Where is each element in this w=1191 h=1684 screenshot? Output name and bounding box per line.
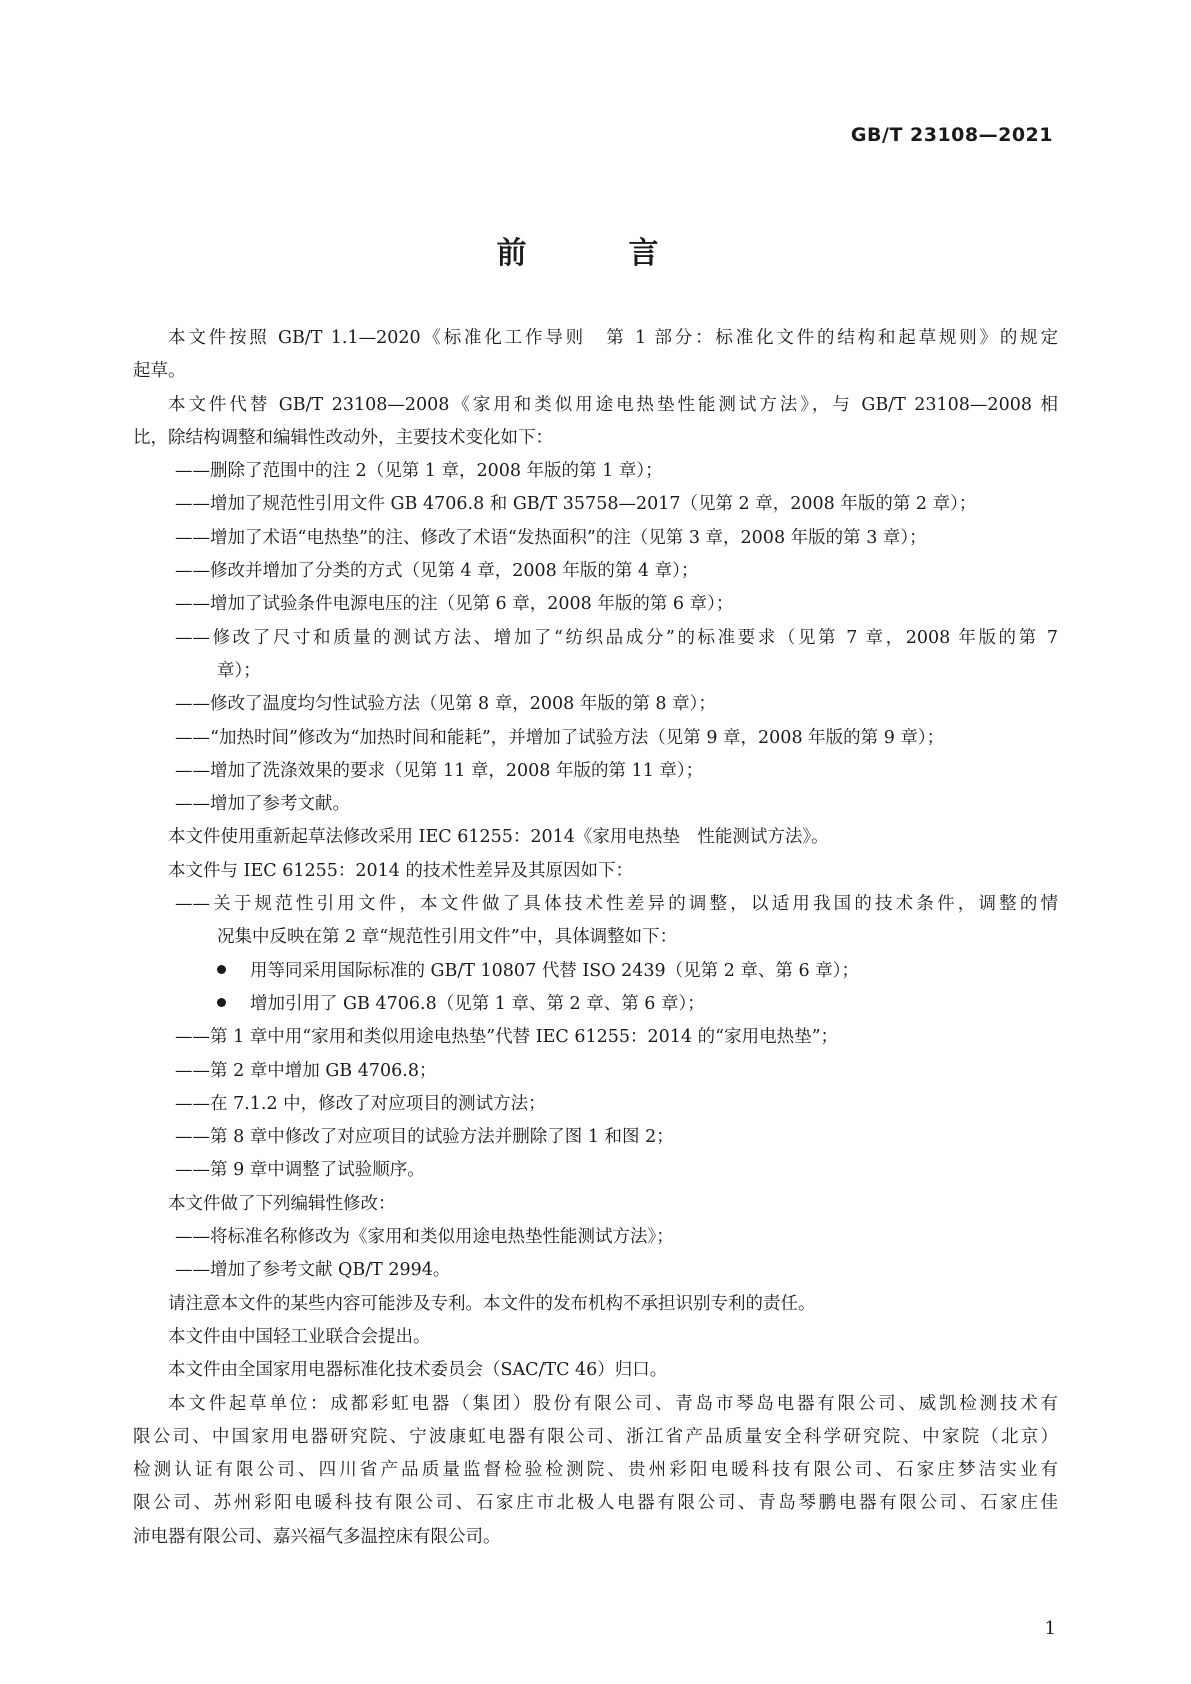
paragraph-line: 本文件做了下列编辑性修改：	[168, 1193, 396, 1214]
paragraph-line: 沛电器有限公司、嘉兴福气多温控床有限公司。	[133, 1526, 501, 1547]
list-item-line: 章）；	[217, 660, 261, 681]
paragraph-line: 比，除结构调整和编辑性改动外，主要技术变化如下：	[133, 427, 553, 448]
paragraph-line: 本文件由全国家用电器标准化技术委员会（SAC/TC 46）归口。	[168, 1360, 668, 1381]
list-item-line: ——第 2 章中增加 GB 4706.8；	[175, 1060, 437, 1081]
list-item-line: ——增加了术语“电热垫”的注、修改了术语“发热面积”的注（见第 3 章，2008 年版的第 3 章）；	[175, 527, 927, 548]
page-title: 前 言	[496, 236, 695, 271]
bullet-item	[133, 955, 1058, 988]
list-item-line: ——增加了规范性引用文件 GB 4706.8 和 GB/T 35758—2017（见第 2 章，2008 年版的第 2 章）；	[175, 494, 977, 515]
list-item-line: ——增加了参考文献 QB/T 2994。	[175, 1260, 451, 1281]
list-item-line: ——关于规范性引用文件，本文件做了具体技术性差异的调整，以适用我国的技术条件，调整的情	[175, 894, 1058, 915]
paragraph-line: 本文件与 IEC 61255：2014 的技术性差异及其原因如下：	[168, 860, 633, 881]
list-item-line: ——第 8 章中修改了对应项目的试验方法并删除了图 1 和图 2；	[175, 1127, 674, 1148]
list-item-line: ——第 1 章中用“家用和类似用途电热垫”代替 IEC 61255：2014 的“家用电热垫”；	[175, 1027, 839, 1048]
paragraph-line: 本文件由中国轻工业联合会提出。	[168, 1326, 431, 1347]
bullet-text: 用等同采用国际标准的 GB/T 10807 代替 ISO 2439（见第 2 章、第 6 章）；	[250, 960, 859, 981]
list-item-line: ——第 9 章中调整了试验顺序。	[175, 1160, 425, 1181]
list-item-line: ——修改并增加了分类的方式（见第 4 章，2008 年版的第 4 章）；	[175, 561, 699, 582]
list-item-line: ——修改了尺寸和质量的测试方法、增加了“纺织品成分”的标准要求（见第 7 章，2008 年版的第 7	[175, 627, 1058, 648]
foreword-body	[133, 322, 1058, 1554]
list-item-line: 况集中反映在第 2 章“规范性引用文件”中，具体调整如下：	[217, 927, 678, 948]
paragraph-line: 限公司、中国家用电器研究院、宁波康虹电器有限公司、浙江省产品质量安全科学研究院、中家院（北京）	[133, 1426, 1058, 1447]
list-item-line: ——在 7.1.2 中，修改了对应项目的测试方法；	[175, 1093, 546, 1114]
page-number: 1	[1044, 1618, 1056, 1639]
paragraph-line: 请注意本文件的某些内容可能涉及专利。本文件的发布机构不承担识别专利的责任。	[168, 1293, 816, 1314]
paragraph-line: 检测认证有限公司、四川省产品质量监督检验检测院、贵州彩阳电暖科技有限公司、石家庄梦洁实业有	[133, 1460, 1058, 1481]
standard-code: GB/T 23108—2021	[850, 124, 1053, 146]
paragraph-line: 起草。	[133, 361, 186, 382]
bullet-item	[133, 988, 1058, 1021]
list-item-line: ——将标准名称修改为《家用和类似用途电热垫性能测试方法》；	[175, 1227, 674, 1248]
paragraph-line: 限公司、苏州彩阳电暖科技有限公司、石家庄市北极人电器有限公司、青岛琴鹏电器有限公司、石家庄佳	[133, 1493, 1058, 1514]
paragraph-line: 本文件使用重新起草法修改采用 IEC 61255：2014《家用电热垫 性能测试方法》。	[168, 827, 829, 848]
paragraph-line: 本文件代替 GB/T 23108—2008《家用和类似用途电热垫性能测试方法》，与 GB/T 23108—2008 相	[168, 394, 1058, 415]
list-item-line: ——增加了洗涤效果的要求（见第 11 章，2008 年版的第 11 章）；	[175, 760, 704, 781]
bullet-text: 增加引用了 GB 4706.8（见第 1 章、第 2 章、第 6 章）；	[250, 993, 705, 1014]
list-item-line: ——删除了范围中的注 2（见第 1 章，2008 年版的第 1 章）；	[175, 461, 663, 482]
list-item-line: ——修改了温度均匀性试验方法（见第 8 章，2008 年版的第 8 章）；	[175, 694, 716, 715]
paragraph-line: 本文件按照 GB/T 1.1—2020《标准化工作导则 第 1 部分：标准化文件的结构和起草规则》的规定	[168, 328, 1058, 348]
bullet-icon	[217, 998, 226, 1007]
paragraph-line: 本文件起草单位：成都彩虹电器（集团）股份有限公司、青岛市琴岛电器有限公司、威凯检测技术有	[168, 1393, 1058, 1414]
list-item-line: ——增加了参考文献。	[175, 794, 350, 815]
bullet-icon	[217, 965, 226, 974]
list-item-line: ——增加了试验条件电源电压的注（见第 6 章，2008 年版的第 6 章）；	[175, 594, 734, 615]
list-item-line: ——“加热时间”修改为“加热时间和能耗”，并增加了试验方法（见第 9 章，2008 年版的第 9 章）；	[175, 727, 945, 748]
